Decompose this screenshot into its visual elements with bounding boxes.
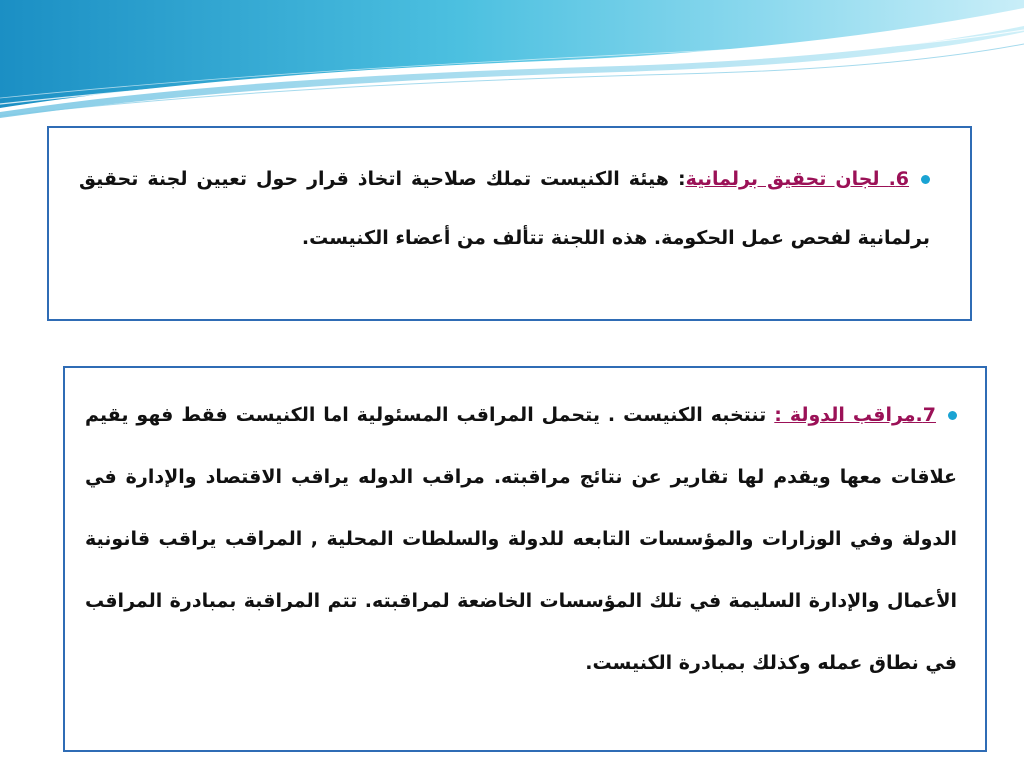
section-6-heading-link[interactable] — [686, 168, 909, 190]
section-6-box — [47, 126, 972, 321]
section-7-heading: مراقب الدولة : — [774, 404, 916, 426]
section-7-box — [63, 366, 987, 752]
section-6-heading: لجان تحقيق برلمانية — [685, 168, 880, 190]
bullet-icon — [948, 411, 957, 420]
section-6-body: هيئة الكنيست تملك صلاحية اتخاذ قرار حول تعيين لجنة تحقيق برلمانية لفحص عمل الحكومة. هذه اللجنة تتألف من أعضاء الكنيست. — [79, 168, 930, 249]
bullet-icon — [921, 175, 930, 184]
header-wave-decoration — [0, 0, 1024, 120]
section-6-number: 6. — [888, 168, 910, 190]
section-7-heading-link[interactable] — [774, 404, 936, 426]
section-7-body: تنتخبه الكنيست . يتحمل المراقب المسئولية اما الكنيست فقط فهو يقيم علاقات معها ويقدم لها تقارير عن نتائج مراقبته. مراقب الدوله يراقب الاقتصاد والإدارة في الدولة وفي الوزارات والمؤسسات التابعه للدولة والسلطات المحلية , المراقب يراقب قانونية الأعمال والإدارة السليمة في تلك المؤسسات الخاضعة لمراقبته. تتم المراقبة بمبادرة المراقب في نطاق عمله وكذلك بمبادرة الكنيست. — [85, 404, 957, 674]
section-6-separator: : — [677, 168, 686, 190]
section-7-number: 7. — [915, 404, 936, 426]
